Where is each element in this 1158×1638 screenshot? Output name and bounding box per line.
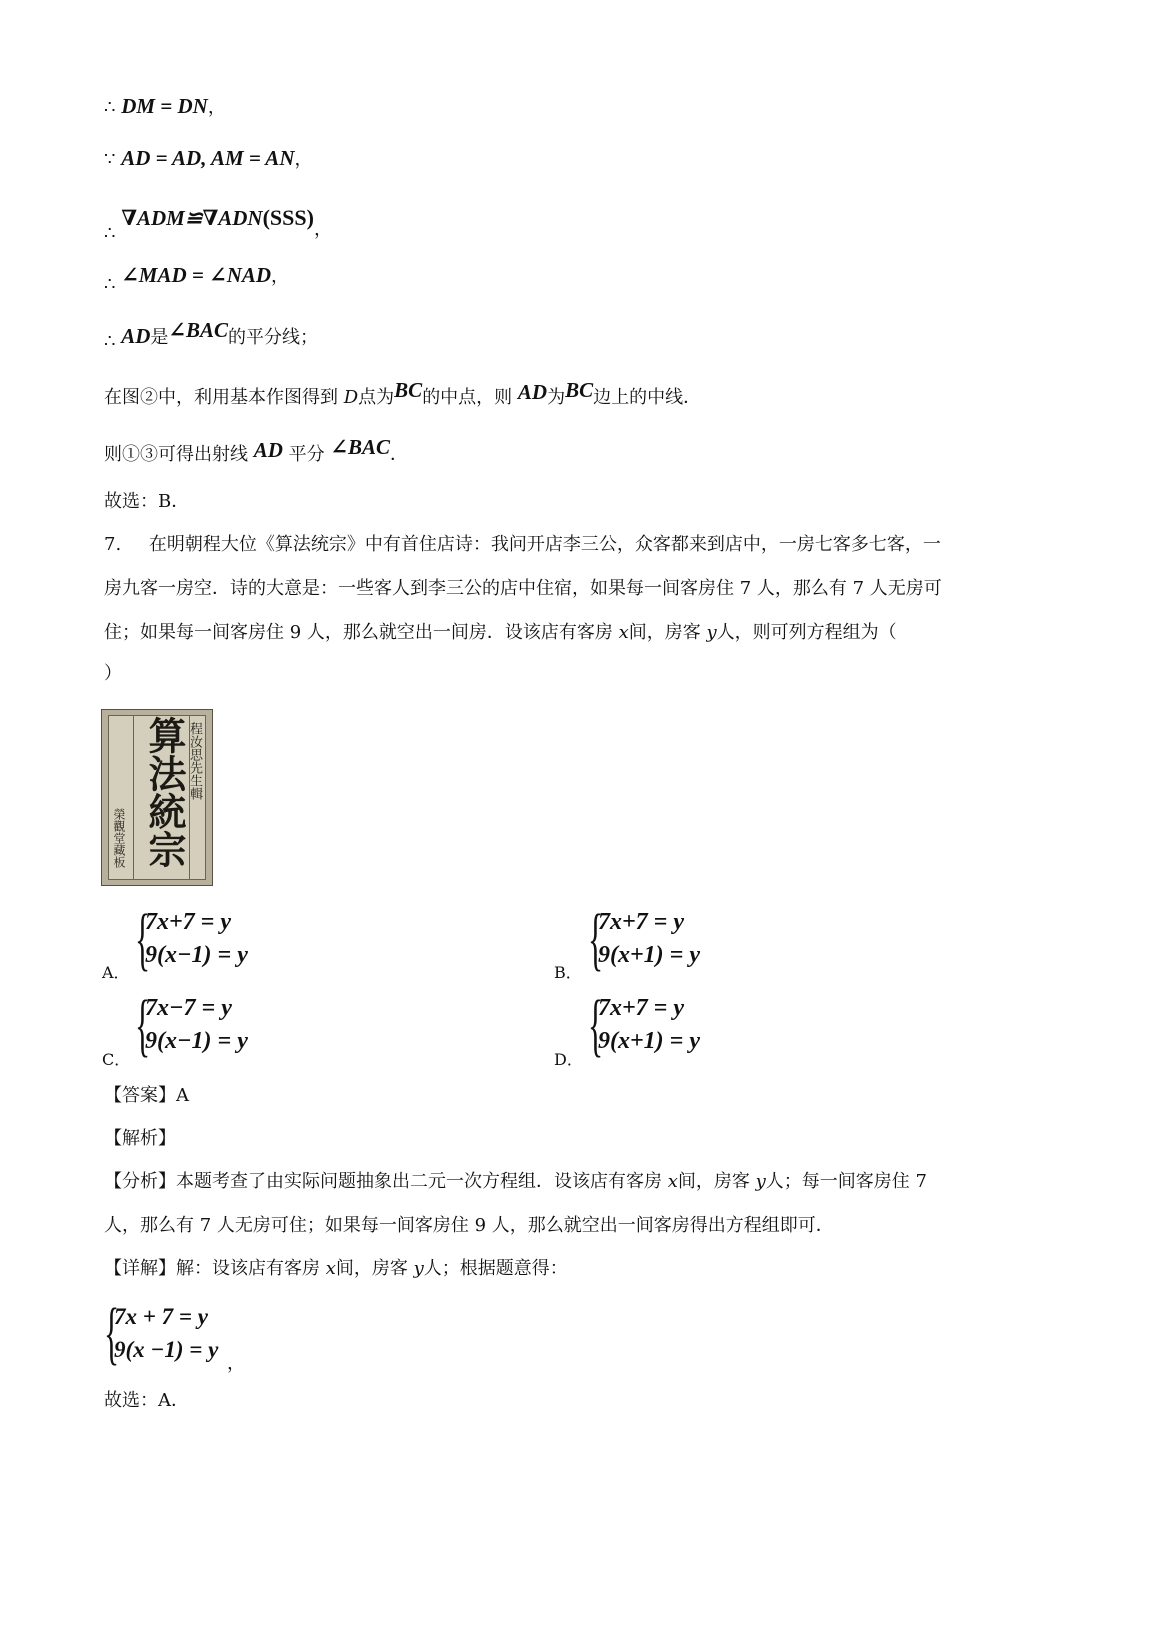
- ray-ad: AD: [253, 438, 283, 462]
- question-text: 住；如果每一间客房住 9 人，那么就空出一间房．设该店有客房: [104, 622, 619, 643]
- question-7-line-4: ）: [104, 663, 122, 684]
- proof-line-1: [104, 94, 226, 120]
- brace-icon: {: [104, 1295, 120, 1372]
- punctuation: ，: [227, 1353, 245, 1374]
- text: 为: [547, 387, 566, 408]
- equation: 7x+7 = y: [598, 909, 685, 935]
- option-label: B．: [554, 963, 582, 982]
- proof-line-2: [104, 146, 312, 172]
- therefore-symbol: ∴: [104, 223, 116, 244]
- text: 人；每一间客房住 7: [765, 1171, 927, 1192]
- text: 平分: [282, 444, 331, 465]
- brace-icon: {: [135, 987, 151, 1064]
- question-number: 7.: [104, 534, 122, 555]
- question-7-line-1: [104, 533, 941, 557]
- book-author: 程汝思先生輯: [187, 722, 202, 800]
- option-label: A．: [102, 963, 130, 982]
- equation-system: [135, 987, 248, 1064]
- text: 解：设该店有客房: [176, 1258, 326, 1279]
- angle-bac: ∠BAC: [330, 435, 390, 459]
- equation: 7x−7 = y: [145, 995, 232, 1021]
- fenxi-line-2: 人，那么有 7 人无房可住；如果每一间客房住 9 人，那么就空出一间客房得出方程组即可．: [104, 1215, 834, 1236]
- fenxi-line-1: [104, 1170, 927, 1194]
- brace-icon: {: [135, 901, 151, 978]
- equation-system: [588, 901, 700, 978]
- book-publisher: 榮觀堂藏板: [112, 808, 126, 868]
- therefore-symbol: ∴: [104, 97, 116, 118]
- variable-x: x: [667, 1171, 678, 1192]
- brace-icon: {: [588, 987, 604, 1064]
- punctuation: ，: [207, 97, 226, 118]
- text: 是: [150, 327, 169, 348]
- text: 本题考查了由实际问题抽象出二元一次方程组．设该店有客房: [176, 1171, 668, 1192]
- divider: [133, 716, 134, 879]
- book-cover-image: [101, 709, 213, 886]
- question-text: 人，则可列方程组为（: [716, 622, 897, 643]
- equation: 9(x−1) = y: [145, 942, 248, 968]
- variable-y: y: [755, 1171, 766, 1192]
- text: 的平分线；: [228, 327, 318, 348]
- analysis-label: 【解析】: [104, 1128, 176, 1149]
- variable-y: y: [413, 1258, 424, 1279]
- punctuation: ，: [271, 266, 290, 287]
- book-cover-frame: [108, 715, 206, 880]
- math-expression: AD = AD, AM = AN: [121, 146, 295, 170]
- text: 则①③可得出射线: [104, 444, 254, 465]
- answer-value: A: [176, 1085, 189, 1106]
- because-symbol: ∵: [104, 149, 116, 170]
- equation: 9(x −1) = y: [114, 1337, 219, 1362]
- option-label: D．: [554, 1050, 583, 1069]
- proof-line-5: [104, 318, 318, 352]
- equation: 9(x−1) = y: [145, 1028, 248, 1054]
- sss-reason: (SSS): [262, 205, 314, 230]
- variable-x: x: [618, 622, 629, 643]
- segment-ad: AD: [517, 380, 548, 404]
- angle-bac: ∠BAC: [168, 318, 228, 342]
- question-7-line-2: 房九客一房空．诗的大意是：一些客人到李三公的店中住宿，如果每一间客房住 7 人，那么有 7 人无房可: [104, 578, 942, 599]
- text: ．: [390, 444, 408, 465]
- text: 在图②中，利用基本作图得到: [104, 387, 344, 408]
- choice-q6: 故选：B．: [104, 491, 190, 512]
- final-choice: 故选：A．: [104, 1390, 189, 1411]
- option-label: C．: [102, 1050, 131, 1069]
- equation: 7x + 7 = y: [114, 1304, 208, 1329]
- text: 间，房客: [335, 1258, 414, 1279]
- congruence-expression: ∇ADM≌∇ADN: [121, 206, 263, 230]
- text: 点为: [358, 387, 395, 408]
- question-text: 间，房客: [628, 622, 707, 643]
- conclusion-sentence: [104, 435, 408, 467]
- segment-bc: BC: [565, 378, 594, 402]
- segment-ad: AD: [121, 324, 151, 348]
- question-text: 在明朝程大位《算法统宗》中有首住店诗：我问开店李三公，众客都来到店中，一房七客多七客，一: [148, 534, 941, 555]
- proof-line-3: [104, 205, 332, 244]
- question-7-line-3: [104, 621, 897, 645]
- segment-bc: BC: [394, 378, 423, 402]
- equation: 7x+7 = y: [145, 909, 232, 935]
- therefore-symbol: ∴: [104, 331, 116, 352]
- punctuation: ，: [313, 219, 332, 240]
- text: 的中点，则: [422, 387, 518, 408]
- book-title: 算法統宗: [142, 716, 187, 868]
- solution-system: [104, 1295, 219, 1372]
- equation-system: [588, 987, 700, 1064]
- detail-line: [104, 1257, 568, 1281]
- equation: 9(x+1) = y: [598, 1028, 700, 1054]
- point-d: D: [343, 387, 359, 408]
- brace-icon: {: [588, 901, 604, 978]
- equation-system: [135, 901, 248, 978]
- text: 人；根据题意得：: [423, 1258, 568, 1279]
- fenxi-label: 【分析】: [104, 1171, 176, 1192]
- answer-label: 【答案】: [104, 1085, 176, 1106]
- punctuation: ，: [294, 149, 313, 170]
- text: 边上的中线．: [593, 387, 702, 408]
- variable-y: y: [706, 622, 717, 643]
- detail-label: 【详解】: [104, 1258, 176, 1279]
- equation: 9(x+1) = y: [598, 942, 700, 968]
- answer-line: [104, 1084, 189, 1108]
- text: 间，房客: [677, 1171, 756, 1192]
- proof-line-4: [104, 263, 290, 295]
- figure2-sentence: [104, 378, 702, 410]
- variable-x: x: [325, 1258, 336, 1279]
- therefore-symbol: ∴: [104, 274, 116, 295]
- equation: 7x+7 = y: [598, 995, 685, 1021]
- math-expression: DM = DN: [121, 94, 208, 118]
- angle-equality: ∠MAD = ∠NAD: [121, 263, 272, 287]
